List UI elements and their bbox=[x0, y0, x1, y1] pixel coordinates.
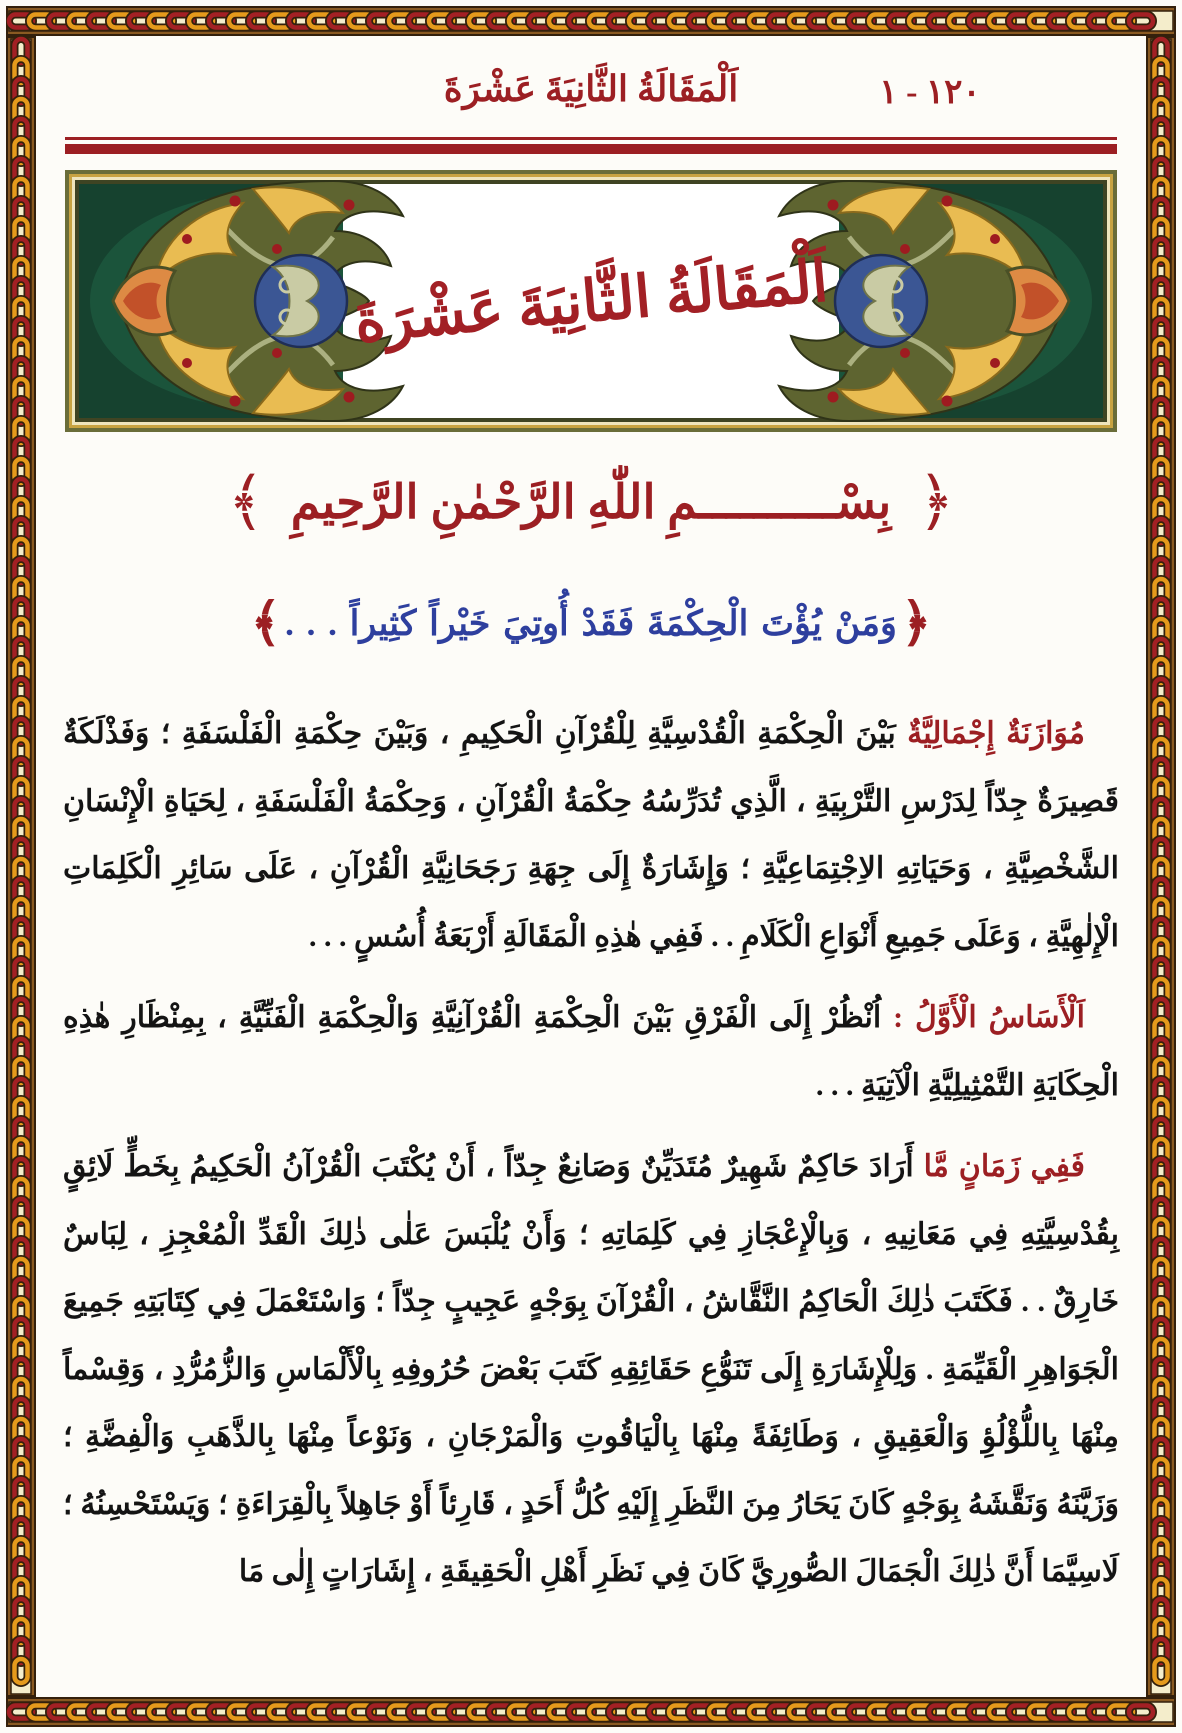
paragraph-comparison bbox=[63, 700, 1119, 970]
verse-text: وَمَنْ يُؤْتَ الْحِكْمَةَ فَقَدْ أُوتِيَ خَيْراً كَثِيراً . . . bbox=[285, 604, 897, 643]
paragraph-body: أَرَادَ حَاكِمٌ شَهِيرٌ مُتَدَيِّنٌ وَصَانِعٌ جِدّاً ، أَنْ يُكْتَبَ الْقُرْآنُ الْحَكِيمُ بِخَطٍّ لَائِقٍ بِقُدْسِيَّتِهِ فِي مَعَانِيهِ ، وَبِالْإِعْجَازِ فِي كَلِمَاتِهِ ؛ وَأَنْ يُلْبَسَ عَلٰى ذٰلِكَ الْقَدِّ الْمُعْجِزِ ، لِبَاسٌ خَارِقٌ . . فَكَتَبَ ذٰلِكَ الْحَاكِمُ النَّقَّاشُ ، الْقُرْآنَ بِوَجْهٍ عَجِيبٍ جِدّاً ؛ وَاسْتَعْمَلَ فِي كِتَابَتِهِ جَمِيعَ الْجَوَاهِرِ الْقَيِّمَةِ . وَلِلْإِشَارَةِ إِلَى تَنَوُّعِ حَقَائِقِهِ كَتَبَ بَعْضَ حُرُوفِهِ بِالْأَلْمَاسِ وَالزُّمُرُّدِ ، وَقِسْماً مِنْهَا بِاللُّؤْلُؤِ وَالْعَقِيقِ ، وَطَائِفَةً مِنْهَا بِالْيَاقُوتِ وَالْمَرْجَانِ ، وَنَوْعاً مِنْهَا بِالذَّهَبِ وَالْفِضَّةِ ؛ وَزَيَّنَهُ وَنَقَّشَهُ بِوَجْهٍ كَانَ يَحَارُ مِنَ النَّظَرِ إِلَيْهِ كُلُّ أَحَدٍ ، قَارِئاً أَوْ جَاهِلاً بِالْقِرَاءَةِ ؛ وَيَسْتَحْسِنُهُ ؛ لَاسِيَّمَا أَنَّ ذٰلِكَ الْجَمَالَ الصُّورِيَّ كَانَ فِي نَظَرِ أَهْلِ الْحَقِيقَةِ ، إِشَارَاتٍ إِلٰى مَا bbox=[63, 1150, 1119, 1588]
border-top-chain bbox=[6, 6, 1176, 36]
chapter-banner bbox=[65, 170, 1117, 432]
paragraph-first-foundation bbox=[63, 984, 1119, 1119]
paragraph-lead: مُوَازَنَةٌ إِجْمَالِيَّةٌ bbox=[907, 717, 1085, 750]
header-rule-thick bbox=[65, 144, 1117, 154]
paragraph-lead: اَلْأَسَاسُ الْأَوَّلُ : bbox=[893, 1001, 1086, 1034]
paragraph-lead: فَفِي زَمَانٍ مَّا bbox=[923, 1150, 1086, 1183]
basmala-text: بِسْــــــــــمِ اللّٰهِ الرَّحْمٰنِ الرَّحِيمِ bbox=[290, 476, 892, 529]
verse-close-bracket-icon: ﴾ bbox=[250, 595, 282, 652]
banner-title-text: اَلْمَقَالَةُ الثَّانِيَةَ عَشْرَةَ bbox=[351, 248, 831, 355]
banner-title bbox=[65, 170, 1117, 432]
basmala-left-ornament-icon: ﴾ bbox=[227, 466, 265, 537]
basmala-right-ornament-icon: ﴿ bbox=[917, 466, 955, 537]
paragraph-story bbox=[63, 1133, 1119, 1606]
paragraph-body: اُنْظُرْ إِلَى الْفَرْقِ بَيْنَ الْحِكْمَةِ الْقُرْآنِيَّةِ وَالْحِكْمَةِ الْفَنِّيَّةِ ، بِمِنْظَارِ هٰذِهِ الْحِكَايَةِ التَّمْثِيلِيَّةِ الْآتِيَةِ . . . bbox=[63, 1001, 1119, 1102]
verse-row bbox=[0, 595, 1182, 652]
body-text bbox=[63, 700, 1119, 1620]
border-bottom-chain bbox=[6, 1697, 1176, 1727]
basmala-row bbox=[0, 466, 1182, 537]
page-number: ١٢٠ - ١ bbox=[879, 74, 981, 111]
paragraph-body: بَيْنَ الْحِكْمَةِ الْقُدْسِيَّةِ لِلْقُرْآنِ الْحَكِيمِ ، وَبَيْنَ حِكْمَةِ الْفَلْسَفَةِ ؛ وَفَذْلَكَةٌ قَصِيرَةٌ جِدّاً لِدَرْسِ التَّرْبِيَةِ ، الَّذِي تُدَرِّسُهُ حِكْمَةُ الْقُرْآنِ ، وَحِكْمَةُ الْفَلْسَفَةِ ، لِحَيَاةِ الْإِنْسَانِ الشَّخْصِيَّةِ ، وَحَيَاتِهِ الاِجْتِمَاعِيَّةِ ؛ وَإِشَارَةٌ إِلَى جِهَةِ رَجَحَانِيَّةِ الْقُرْآنِ ، عَلَى سَائِرِ الْكَلِمَاتِ الْإِلٰهِيَّةِ ، وَعَلَى جَمِيعِ أَنْوَاعِ الْكَلَامِ . . فَفِي هٰذِهِ الْمَقَالَةِ أَرْبَعَةُ أُسُسٍ . . . bbox=[63, 717, 1119, 953]
border-right-chain bbox=[1146, 36, 1176, 1697]
header-rule-thin bbox=[65, 137, 1117, 140]
verse-open-bracket-icon: ﴿ bbox=[900, 595, 932, 652]
border-left-chain bbox=[6, 36, 36, 1697]
page-title: اَلْمَقَالَةُ الثَّانِيَةَ عَشْرَةَ bbox=[443, 69, 739, 109]
